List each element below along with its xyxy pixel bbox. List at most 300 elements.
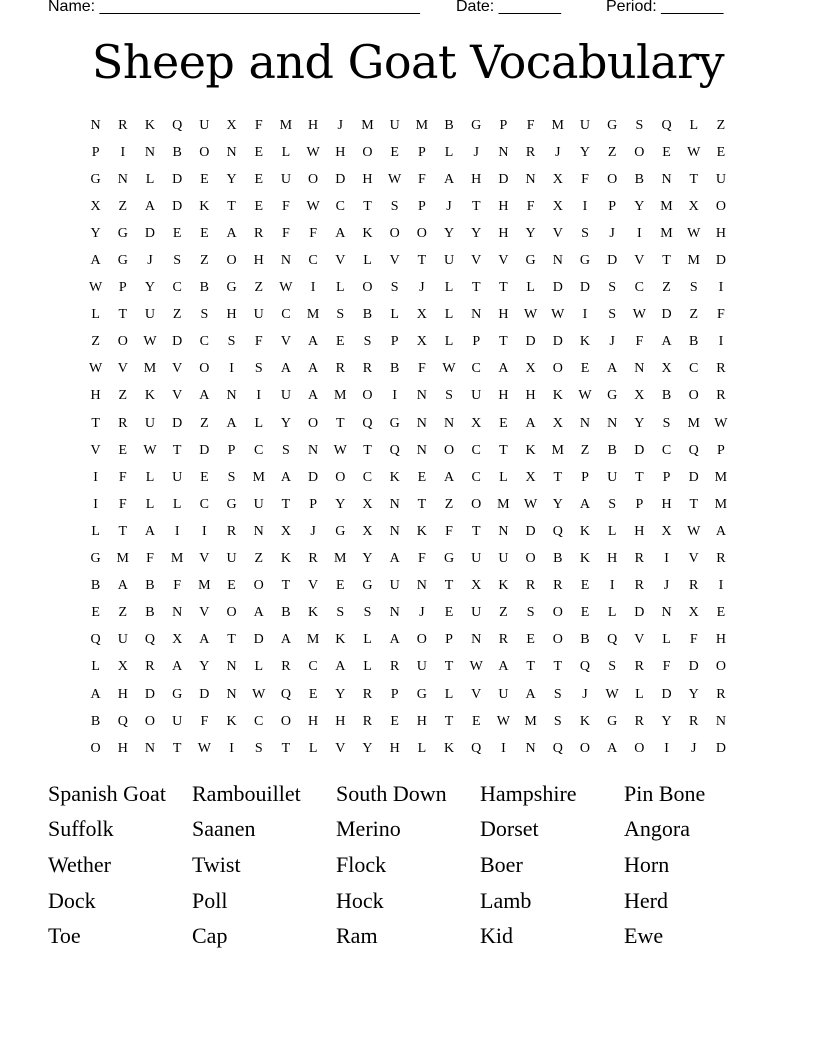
grid-letter[interactable]: G (90, 551, 101, 567)
grid-letter[interactable]: L (91, 659, 100, 675)
grid-letter[interactable]: I (229, 740, 234, 756)
grid-letter[interactable]: M (660, 225, 673, 241)
grid-letter[interactable]: L (254, 659, 263, 675)
grid-letter[interactable]: Y (471, 225, 482, 241)
grid-letter[interactable]: B (444, 117, 454, 133)
grid-letter[interactable]: G (443, 551, 455, 567)
grid-letter[interactable]: R (553, 578, 563, 594)
grid-letter[interactable]: U (117, 632, 128, 648)
grid-letter[interactable]: W (496, 713, 511, 729)
grid-letter[interactable]: Y (634, 415, 645, 431)
grid-letter[interactable]: Z (716, 117, 726, 133)
grid-letter[interactable]: H (117, 740, 128, 756)
grid-letter[interactable]: V (471, 686, 482, 702)
grid-letter[interactable]: S (390, 198, 399, 214)
grid-letter[interactable]: A (280, 361, 291, 377)
grid-letter[interactable]: D (172, 171, 183, 187)
grid-letter[interactable]: D (634, 442, 645, 458)
grid-letter[interactable]: F (417, 551, 426, 567)
grid-letter[interactable]: W (578, 388, 592, 404)
grid-letter[interactable]: N (607, 415, 618, 431)
grid-letter[interactable]: P (390, 334, 399, 350)
grid-letter[interactable]: A (144, 523, 156, 539)
grid-letter[interactable]: K (579, 713, 591, 729)
grid-letter[interactable]: R (634, 659, 645, 675)
grid-letter[interactable]: T (118, 307, 128, 323)
grid-letter[interactable]: E (444, 605, 454, 621)
grid-letter[interactable]: M (687, 415, 700, 431)
grid-letter[interactable]: W (197, 740, 211, 756)
grid-letter[interactable]: M (306, 307, 320, 323)
grid-letter[interactable]: I (609, 578, 615, 594)
grid-letter[interactable]: L (444, 686, 454, 702)
grid-letter[interactable]: R (118, 117, 128, 133)
grid-letter[interactable]: N (579, 415, 591, 431)
grid-letter[interactable]: L (91, 523, 100, 539)
grid-letter[interactable]: K (144, 388, 156, 404)
grid-letter[interactable]: B (634, 171, 645, 187)
grid-letter[interactable]: R (362, 361, 373, 377)
grid-letter[interactable]: W (523, 496, 538, 512)
grid-letter[interactable]: G (525, 253, 536, 269)
grid-letter[interactable]: M (334, 551, 347, 567)
grid-letter[interactable]: J (582, 686, 588, 702)
grid-letter[interactable]: U (416, 659, 427, 675)
grid-letter[interactable]: J (337, 117, 343, 133)
grid-letter[interactable]: S (363, 605, 372, 621)
grid-letter[interactable]: B (553, 551, 563, 567)
grid-letter[interactable]: Y (634, 198, 645, 214)
grid-letter[interactable]: N (498, 523, 509, 539)
grid-letter[interactable]: K (579, 523, 591, 539)
grid-letter[interactable]: A (443, 469, 455, 485)
grid-letter[interactable]: Z (200, 253, 209, 269)
grid-letter[interactable]: S (282, 442, 290, 458)
grid-letter[interactable]: D (199, 442, 210, 458)
grid-letter[interactable]: S (227, 334, 236, 350)
grid-letter[interactable]: B (661, 388, 672, 404)
grid-letter[interactable]: M (551, 442, 564, 458)
grid-letter[interactable]: X (226, 117, 237, 133)
grid-letter[interactable]: F (689, 632, 698, 648)
grid-letter[interactable]: B (580, 632, 590, 648)
grid-letter[interactable]: X (471, 578, 482, 594)
grid-letter[interactable]: D (661, 307, 672, 323)
grid-letter[interactable]: E (336, 578, 345, 594)
grid-letter[interactable]: T (444, 578, 454, 594)
grid-letter[interactable]: R (716, 388, 726, 404)
grid-letter[interactable]: N (389, 605, 400, 621)
grid-letter[interactable]: T (499, 334, 508, 350)
grid-letter[interactable]: Y (335, 496, 346, 512)
grid-letter[interactable]: T (499, 442, 508, 458)
grid-letter[interactable]: E (200, 225, 209, 241)
grid-letter[interactable]: Y (362, 740, 373, 756)
grid-letter[interactable]: S (689, 280, 698, 296)
grid-letter[interactable]: E (118, 442, 128, 458)
grid-letter[interactable]: O (552, 605, 563, 621)
grid-letter[interactable]: G (607, 117, 618, 133)
grid-letter[interactable]: T (499, 280, 508, 296)
grid-letter[interactable]: N (525, 171, 536, 187)
grid-letter[interactable]: I (664, 551, 669, 567)
grid-letter[interactable]: H (661, 496, 672, 512)
grid-letter[interactable]: R (689, 713, 699, 729)
grid-letter[interactable]: H (498, 198, 509, 214)
grid-letter[interactable]: R (525, 578, 536, 594)
grid-letter[interactable]: A (199, 632, 210, 648)
grid-letter[interactable]: C (335, 198, 345, 214)
grid-letter[interactable]: L (607, 523, 617, 539)
grid-letter[interactable]: C (281, 307, 291, 323)
grid-letter[interactable]: V (634, 253, 645, 269)
grid-letter[interactable]: W (88, 361, 103, 377)
grid-letter[interactable]: L (145, 469, 155, 485)
grid-letter[interactable]: K (443, 740, 455, 756)
grid-letter[interactable]: Y (226, 171, 237, 187)
grid-letter[interactable]: G (117, 253, 128, 269)
grid-letter[interactable]: D (253, 632, 264, 648)
grid-letter[interactable]: G (226, 496, 237, 512)
grid-letter[interactable]: E (580, 578, 590, 594)
grid-letter[interactable]: P (309, 496, 317, 512)
grid-letter[interactable]: W (88, 280, 103, 296)
grid-letter[interactable]: E (200, 171, 209, 187)
grid-letter[interactable]: G (172, 686, 183, 702)
grid-letter[interactable]: N (226, 144, 237, 160)
grid-letter[interactable]: K (308, 605, 319, 621)
grid-letter[interactable]: S (581, 225, 589, 241)
grid-letter[interactable]: O (634, 740, 645, 756)
grid-letter[interactable]: C (661, 442, 672, 458)
grid-letter[interactable]: F (417, 171, 426, 187)
grid-letter[interactable]: H (308, 117, 319, 133)
grid-letter[interactable]: G (335, 523, 346, 539)
grid-letter[interactable]: S (173, 253, 182, 269)
grid-letter[interactable]: P (445, 632, 453, 648)
grid-letter[interactable]: V (117, 361, 128, 377)
grid-letter[interactable]: N (253, 523, 264, 539)
grid-letter[interactable]: N (471, 307, 482, 323)
grid-letter[interactable]: U (715, 171, 726, 187)
grid-letter[interactable]: X (416, 307, 427, 323)
grid-letter[interactable]: H (226, 307, 237, 323)
grid-letter[interactable]: D (172, 198, 183, 214)
grid-letter[interactable]: E (580, 361, 590, 377)
grid-letter[interactable]: R (498, 632, 509, 648)
grid-letter[interactable]: U (471, 388, 482, 404)
grid-letter[interactable]: N (525, 740, 536, 756)
grid-letter[interactable]: P (118, 280, 127, 296)
grid-letter[interactable]: T (444, 659, 454, 675)
grid-letter[interactable]: D (498, 171, 509, 187)
grid-letter[interactable]: S (608, 280, 617, 296)
grid-letter[interactable]: C (199, 334, 210, 350)
grid-letter[interactable]: Q (579, 659, 591, 675)
grid-letter[interactable]: D (715, 253, 726, 269)
grid-letter[interactable]: X (552, 198, 563, 214)
grid-letter[interactable]: E (172, 225, 182, 241)
grid-letter[interactable]: N (498, 144, 509, 160)
grid-letter[interactable]: K (525, 442, 536, 458)
grid-letter[interactable]: N (144, 144, 156, 160)
grid-letter[interactable]: O (308, 415, 319, 431)
grid-letter[interactable]: V (335, 740, 346, 756)
grid-letter[interactable]: L (254, 415, 263, 431)
grid-letter[interactable]: F (417, 361, 426, 377)
grid-letter[interactable]: D (172, 334, 183, 350)
grid-letter[interactable]: H (498, 388, 509, 404)
grid-letter[interactable]: Z (118, 605, 128, 621)
grid-letter[interactable]: K (389, 469, 400, 485)
grid-letter[interactable]: E (471, 713, 481, 729)
grid-letter[interactable]: X (117, 659, 128, 675)
grid-letter[interactable]: U (280, 388, 291, 404)
grid-letter[interactable]: F (309, 225, 317, 241)
grid-letter[interactable]: E (227, 578, 236, 594)
grid-letter[interactable]: N (308, 442, 319, 458)
grid-letter[interactable]: O (117, 334, 128, 350)
grid-letter[interactable]: W (687, 144, 701, 160)
grid-letter[interactable]: Z (91, 334, 100, 350)
grid-letter[interactable]: N (90, 117, 101, 133)
grid-letter[interactable]: P (499, 117, 508, 133)
grid-letter[interactable]: T (363, 442, 372, 458)
grid-letter[interactable]: S (526, 605, 535, 621)
grid-letter[interactable]: N (416, 578, 427, 594)
grid-letter[interactable]: I (93, 469, 98, 485)
grid-letter[interactable]: L (444, 307, 454, 323)
grid-letter[interactable]: L (499, 469, 508, 485)
grid-letter[interactable]: K (498, 578, 509, 594)
grid-letter[interactable]: U (199, 117, 210, 133)
grid-letter[interactable]: J (555, 144, 561, 160)
grid-letter[interactable]: Y (688, 686, 699, 702)
grid-letter[interactable]: W (551, 307, 565, 323)
grid-letter[interactable]: L (444, 280, 454, 296)
grid-letter[interactable]: I (120, 144, 126, 160)
grid-letter[interactable]: F (173, 578, 182, 594)
grid-letter[interactable]: Y (144, 280, 156, 296)
grid-letter[interactable]: A (308, 334, 319, 350)
grid-letter[interactable]: R (308, 551, 318, 567)
grid-letter[interactable]: A (308, 388, 319, 404)
grid-letter[interactable]: C (471, 469, 481, 485)
grid-letter[interactable]: X (362, 496, 373, 512)
grid-letter[interactable]: G (226, 280, 237, 296)
grid-letter[interactable]: D (552, 334, 563, 350)
grid-letter[interactable]: T (363, 198, 372, 214)
grid-letter[interactable]: A (90, 253, 101, 269)
grid-letter[interactable]: Z (172, 307, 182, 323)
grid-letter[interactable]: A (661, 334, 672, 350)
grid-letter[interactable]: Y (362, 551, 373, 567)
grid-letter[interactable]: O (525, 551, 536, 567)
grid-letter[interactable]: M (116, 551, 129, 567)
grid-letter[interactable]: T (471, 280, 481, 296)
grid-letter[interactable]: A (525, 415, 536, 431)
grid-letter[interactable]: T (553, 659, 563, 675)
grid-letter[interactable]: A (90, 686, 101, 702)
grid-letter[interactable]: W (252, 686, 266, 702)
grid-letter[interactable]: L (390, 307, 399, 323)
grid-letter[interactable]: A (144, 198, 156, 214)
grid-letter[interactable]: E (254, 144, 263, 160)
grid-letter[interactable]: P (472, 334, 481, 350)
grid-letter[interactable]: X (525, 469, 536, 485)
grid-letter[interactable]: R (281, 659, 291, 675)
grid-letter[interactable]: B (607, 442, 617, 458)
grid-letter[interactable]: V (280, 334, 291, 350)
grid-letter[interactable]: O (552, 361, 563, 377)
grid-letter[interactable]: B (145, 578, 155, 594)
grid-letter[interactable]: H (90, 388, 101, 404)
grid-letter[interactable]: V (199, 605, 210, 621)
grid-letter[interactable]: J (609, 334, 615, 350)
grid-letter[interactable]: A (389, 632, 400, 648)
grid-letter[interactable]: A (498, 659, 509, 675)
grid-letter[interactable]: F (146, 551, 154, 567)
grid-letter[interactable]: V (389, 253, 400, 269)
grid-letter[interactable]: G (607, 388, 618, 404)
grid-letter[interactable]: R (689, 578, 699, 594)
grid-letter[interactable]: X (661, 361, 672, 377)
grid-letter[interactable]: W (306, 144, 320, 160)
grid-letter[interactable]: N (226, 686, 237, 702)
grid-letter[interactable]: K (144, 117, 156, 133)
grid-letter[interactable]: E (716, 605, 726, 621)
grid-letter[interactable]: J (310, 523, 316, 539)
grid-letter[interactable]: V (199, 551, 210, 567)
grid-letter[interactable]: O (607, 171, 618, 187)
grid-letter[interactable]: Y (661, 713, 672, 729)
grid-letter[interactable]: Q (362, 415, 373, 431)
grid-letter[interactable]: R (362, 713, 373, 729)
grid-letter[interactable]: Y (579, 144, 591, 160)
grid-letter[interactable]: N (661, 605, 672, 621)
grid-letter[interactable]: K (199, 198, 210, 214)
grid-letter[interactable]: P (417, 144, 426, 160)
grid-letter[interactable]: Q (280, 686, 291, 702)
grid-letter[interactable]: J (473, 144, 479, 160)
grid-letter[interactable]: J (419, 605, 425, 621)
grid-letter[interactable]: E (526, 632, 535, 648)
grid-letter[interactable]: W (605, 686, 619, 702)
grid-letter[interactable]: L (607, 605, 617, 621)
grid-letter[interactable]: B (199, 280, 210, 296)
grid-letter[interactable]: T (689, 171, 698, 187)
grid-letter[interactable]: U (443, 253, 455, 269)
grid-letter[interactable]: H (634, 523, 645, 539)
grid-letter[interactable]: M (415, 117, 429, 133)
grid-letter[interactable]: D (607, 253, 618, 269)
grid-letter[interactable]: O (362, 280, 373, 296)
grid-letter[interactable]: C (471, 442, 481, 458)
grid-letter[interactable]: Q (688, 442, 699, 458)
grid-letter[interactable]: S (553, 686, 562, 702)
grid-letter[interactable]: T (471, 523, 481, 539)
grid-letter[interactable]: G (579, 253, 591, 269)
grid-letter[interactable]: Z (118, 388, 128, 404)
grid-letter[interactable]: O (552, 632, 563, 648)
grid-letter[interactable]: A (607, 361, 618, 377)
grid-letter[interactable]: O (471, 496, 482, 512)
grid-letter[interactable]: J (609, 225, 615, 241)
grid-letter[interactable]: I (202, 523, 207, 539)
grid-letter[interactable]: P (390, 686, 399, 702)
grid-letter[interactable]: Z (607, 144, 617, 160)
grid-letter[interactable]: N (552, 253, 563, 269)
grid-letter[interactable]: R (145, 659, 155, 675)
grid-letter[interactable]: D (144, 225, 156, 241)
grid-letter[interactable]: V (552, 225, 563, 241)
grid-letter[interactable]: F (254, 117, 263, 133)
grid-letter[interactable]: Q (471, 740, 482, 756)
grid-letter[interactable]: C (308, 659, 318, 675)
grid-letter[interactable]: A (498, 361, 509, 377)
grid-letter[interactable]: M (252, 469, 265, 485)
grid-letter[interactable]: G (607, 713, 618, 729)
grid-letter[interactable]: O (362, 144, 373, 160)
grid-letter[interactable]: T (172, 740, 182, 756)
grid-letter[interactable]: V (335, 253, 346, 269)
grid-letter[interactable]: E (580, 605, 590, 621)
grid-letter[interactable]: R (634, 578, 645, 594)
grid-letter[interactable]: H (607, 551, 618, 567)
grid-letter[interactable]: B (172, 144, 182, 160)
grid-letter[interactable]: T (526, 659, 535, 675)
grid-letter[interactable]: X (280, 523, 291, 539)
grid-letter[interactable]: O (90, 740, 101, 756)
grid-letter[interactable]: X (525, 361, 536, 377)
grid-letter[interactable]: M (551, 117, 564, 133)
grid-letter[interactable]: B (362, 307, 373, 323)
grid-letter[interactable]: D (715, 740, 726, 756)
grid-letter[interactable]: V (172, 388, 183, 404)
grid-letter[interactable]: E (91, 605, 100, 621)
grid-letter[interactable]: U (226, 551, 237, 567)
grid-letter[interactable]: F (662, 659, 671, 675)
grid-letter[interactable]: A (607, 740, 618, 756)
grid-letter[interactable]: G (362, 578, 373, 594)
grid-letter[interactable]: W (279, 280, 293, 296)
grid-letter[interactable]: O (416, 225, 427, 241)
grid-letter[interactable]: D (144, 686, 156, 702)
grid-letter[interactable]: R (716, 551, 726, 567)
grid-letter[interactable]: T (417, 496, 427, 512)
period-field[interactable]: Period: _______ (606, 0, 724, 15)
grid-letter[interactable]: I (582, 307, 588, 323)
grid-letter[interactable]: U (144, 307, 156, 323)
grid-letter[interactable]: R (389, 659, 400, 675)
grid-letter[interactable]: Q (552, 740, 563, 756)
grid-letter[interactable]: O (308, 171, 319, 187)
grid-letter[interactable]: U (144, 415, 156, 431)
grid-letter[interactable]: V (90, 442, 101, 458)
grid-letter[interactable]: X (688, 198, 699, 214)
grid-letter[interactable]: W (388, 171, 402, 187)
grid-letter[interactable]: E (200, 469, 209, 485)
grid-letter[interactable]: G (389, 415, 400, 431)
grid-letter[interactable]: T (281, 578, 291, 594)
grid-letter[interactable]: X (90, 198, 101, 214)
grid-letter[interactable]: C (172, 280, 182, 296)
grid-letter[interactable]: P (662, 469, 671, 485)
grid-letter[interactable]: L (417, 740, 427, 756)
grid-letter[interactable]: U (172, 713, 183, 729)
grid-letter[interactable]: P (227, 442, 236, 458)
grid-letter[interactable]: K (416, 523, 427, 539)
